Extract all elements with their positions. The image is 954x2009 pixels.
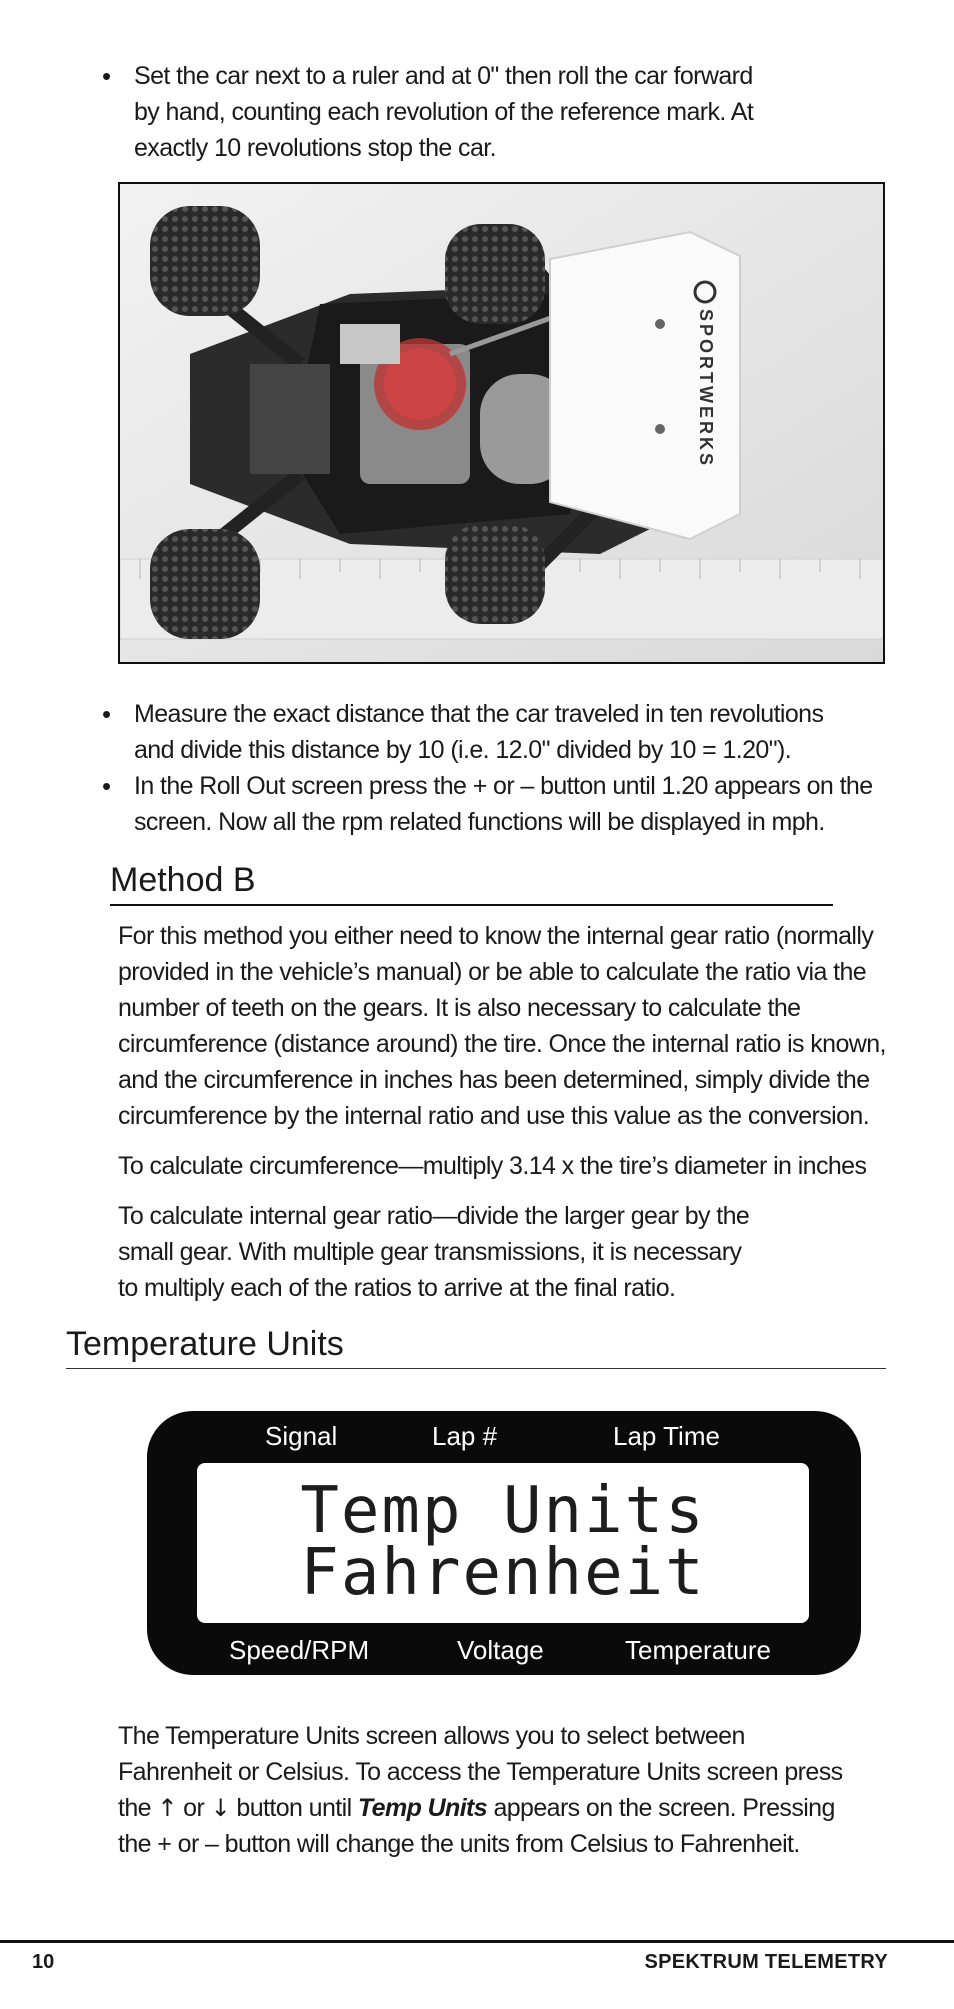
rc-buggy-illustration (120, 184, 883, 662)
lcd-line-1: Temp Units (300, 1474, 706, 1548)
temp-units-emphasis: Temp Units (357, 1794, 488, 1822)
bullet-text: • Measure the exact distance that the car traveled in ten revolutions and divide this distance by 10 (i.e. 12.0" divided by 10 = 1.20"). (134, 700, 824, 764)
lcd-label-speed-rpm: Speed/RPM (229, 1635, 370, 1665)
rollout-steps-bottom (100, 696, 880, 840)
down-arrow-icon: ↓ (210, 1794, 231, 1822)
bullet-item (100, 58, 880, 166)
bullet-text: • Set the car next to a ruler and at 0" then roll the car forward by hand, counting each revolution of the reference mark. At exactly 10 revolutions stop the car. (134, 62, 754, 162)
page-number: 10 (32, 1951, 55, 1973)
lcd-label-voltage: Voltage (457, 1635, 544, 1665)
method-b-paragraph: For this method you either need to know the internal gear ratio (normally provided in the vehicle’s manual) or be able to calculate the ratio via the number of teeth on the gears. It is also necessary to calculate the circumference (distance around) the tire. Once the internal ratio is known, and the circumference in inches has been determined, simply divide the circumference by the internal ratio and use this value as the conversion. (118, 922, 886, 1130)
bullet-item (100, 696, 880, 768)
telemetry-display (147, 1411, 861, 1675)
desc-text: button until (230, 1794, 358, 1822)
lcd-line-2: Fahrenheit (300, 1536, 706, 1610)
bullet-text: • In the Roll Out screen press the + or – button until 1.20 appears on the screen. Now all the rpm related functions will be displayed in mph. (134, 772, 873, 836)
method-b-heading: Method B (110, 858, 833, 906)
lcd-label-lap: Lap # (432, 1421, 498, 1451)
desc-text: or (176, 1794, 205, 1822)
gear-ratio-instruction: To calculate internal gear ratio—divide the larger gear by the small gear. With multiple gear transmissions, it is necessary to multiply each of the ratios to arrive at the final ratio. (118, 1202, 750, 1302)
circumference-instruction: To calculate circumference—multiply 3.14 x the tire’s diameter in inches (118, 1152, 867, 1180)
up-arrow-icon: ↑ (157, 1794, 177, 1822)
bullet-item (100, 768, 880, 840)
wing-brand-text: SPORTWERKS (696, 309, 716, 469)
temperature-units-heading: Temperature Units (66, 1322, 886, 1369)
footer-divider (0, 1940, 954, 1943)
car-photo (118, 182, 885, 664)
temperature-units-description (118, 1718, 853, 1862)
lcd-label-temperature: Temperature (625, 1635, 771, 1665)
lcd-label-signal: Signal (265, 1421, 338, 1451)
desc-text: The Temperature Units screen allows you to select between Fahrenheit or Celsius. To access the Temperature Units screen press the (118, 1722, 843, 1822)
rollout-steps-top (100, 58, 880, 166)
lcd-label-lap-time: Lap Time (613, 1421, 720, 1451)
footer-title: SPEKTRUM TELEMETRY (644, 1951, 888, 1973)
desc-text: appears on the screen. Pressing the + or – button will change the units from Celsius to Fahrenheit. (118, 1794, 835, 1858)
lcd-screen (197, 1463, 809, 1623)
